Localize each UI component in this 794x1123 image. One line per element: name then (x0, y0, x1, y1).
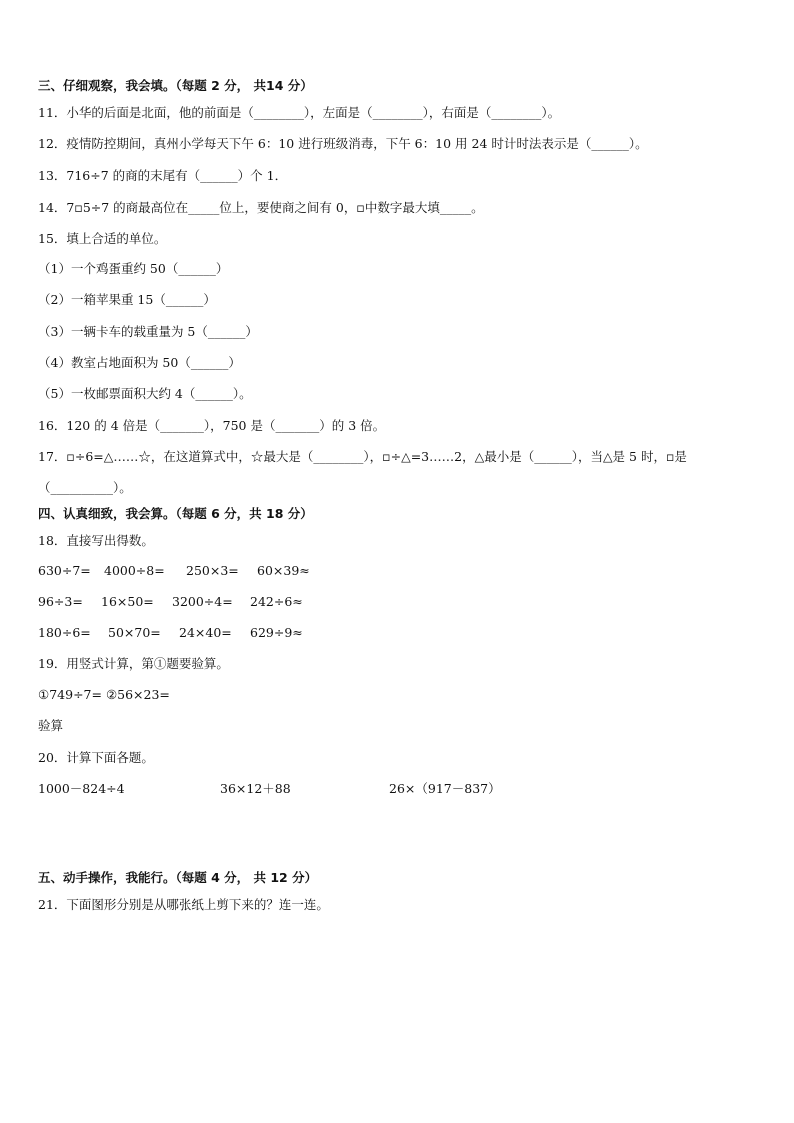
question-17-line-2: （__________）。 (38, 480, 132, 495)
calc-item: 250×3= (186, 563, 239, 578)
section-4-title: 四、认真细致，我会算。（每题 6 分，共 18 分） (38, 506, 313, 521)
question-15-item-5: （5）一枚邮票面积大约 4（______）。 (38, 386, 252, 401)
calc-item: 180÷6= (38, 625, 91, 640)
question-16: 16．120 的 4 倍是（_______），750 是（_______）的 3 倍。 (38, 418, 386, 433)
question-19-items: ①749÷7= ②56×23= (38, 687, 170, 702)
question-17-line-1: 17．▫÷6=△……☆，在这道算式中，☆最大是（________），▫÷△=3……2，△最小是（______），当△是 5 时，▫是 (38, 449, 687, 464)
question-11: 11．小华的后面是北面，他的前面是（________），左面是（________），右面是（________）。 (38, 105, 561, 120)
calc-item: 24×40= (179, 625, 232, 640)
question-20-item-1: 1000－824÷4 (38, 781, 125, 796)
question-15: 15．填上合适的单位。 (38, 231, 167, 246)
section-5-title: 五、动手操作，我能行。（每题 4 分， 共 12 分） (38, 870, 318, 885)
question-15-item-4: （4）教室占地面积为 50（______） (38, 355, 241, 370)
question-20: 20．计算下面各题。 (38, 750, 154, 765)
calc-item: 3200÷4= (172, 594, 233, 609)
calc-item: 630÷7= (38, 563, 91, 578)
calc-item: 242÷6≈ (250, 594, 303, 609)
calc-item: 4000÷8= (104, 563, 165, 578)
calc-item: 629÷9≈ (250, 625, 303, 640)
question-18: 18．直接写出得数。 (38, 533, 154, 548)
question-12: 12．疫情防控期间，真州小学每天下午 6：10 进行班级消毒，下午 6：10 用 24 时计时法表示是（______）。 (38, 136, 648, 151)
question-21: 21．下面图形分别是从哪张纸上剪下来的？连一连。 (38, 897, 329, 912)
question-15-item-2: （2）一箱苹果重 15（______） (38, 292, 216, 307)
question-13: 13．716÷7 的商的末尾有（______）个 1． (38, 168, 288, 183)
calc-item: 96÷3= (38, 594, 83, 609)
question-20-item-3: 26×（917－837） (389, 781, 501, 796)
question-19: 19．用竖式计算，第①题要验算。 (38, 656, 229, 671)
question-14: 14．7▫5÷7 的商最高位在_____位上，要使商之间有 0，▫中数字最大填_____。 (38, 200, 484, 215)
question-20-item-2: 36×12＋88 (220, 781, 291, 796)
calc-item: 50×70= (108, 625, 161, 640)
question-19-check-label: 验算 (38, 718, 64, 733)
calc-item: 16×50= (101, 594, 154, 609)
question-15-item-3: （3）一辆卡车的载重量为 5（______） (38, 324, 258, 339)
calc-item: 60×39≈ (257, 563, 310, 578)
question-15-item-1: （1）一个鸡蛋重约 50（______） (38, 261, 229, 276)
section-3-title: 三、仔细观察，我会填。（每题 2 分， 共14 分） (38, 78, 313, 93)
